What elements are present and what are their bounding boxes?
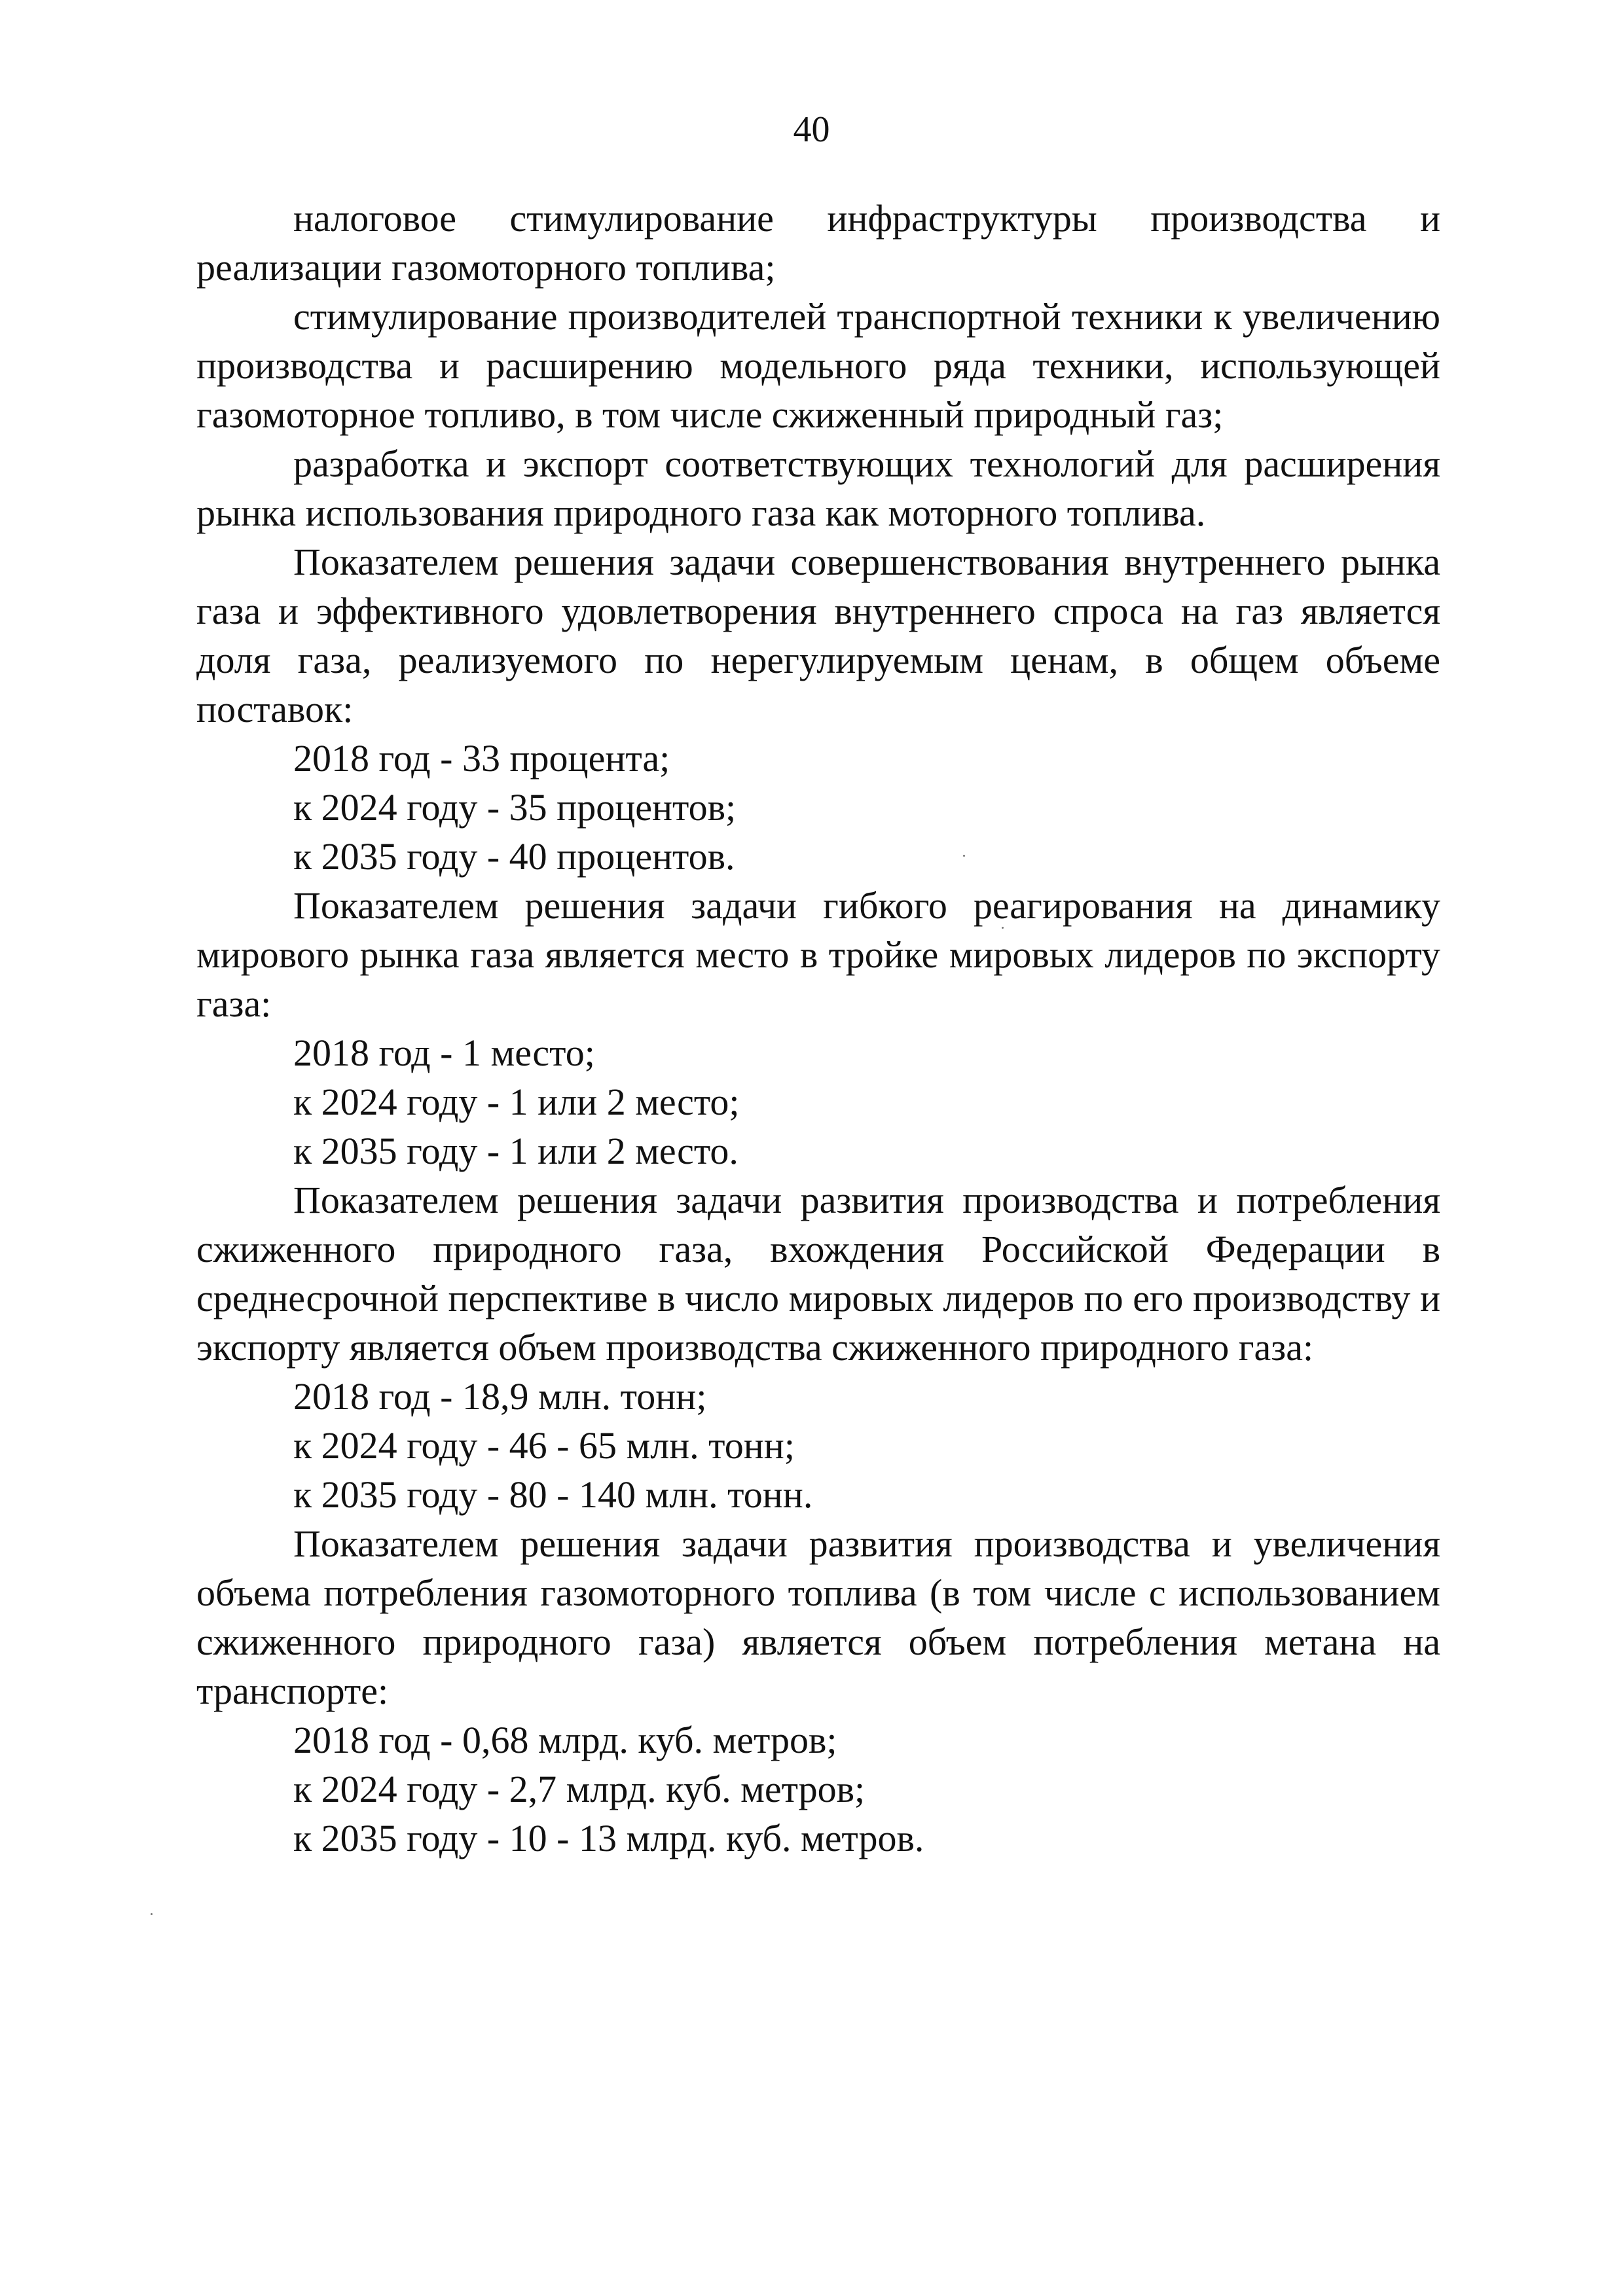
page-number: 40 [793, 109, 830, 150]
list-item: к 2024 году - 46 - 65 млн. тонн; [293, 1424, 795, 1467]
list-item: к 2035 году - 40 процентов. [293, 835, 735, 878]
list-item: 2018 год - 1 место; [293, 1031, 595, 1074]
scan-speck [1002, 927, 1004, 929]
paragraph-manufacturer-incentives: стимулирование производителей транспортной техники к увеличению производства и расширению модельного ряда техники, использующей газомоторное топливо, в том числе сжиженный природный газ; [196, 295, 1440, 436]
scan-speck [151, 1913, 153, 1915]
list-item: 2018 год - 0,68 млрд. куб. метров; [293, 1719, 837, 1761]
paragraph-technology-export: разработка и экспорт соответствующих технологий для расширения рынка использования природного газа как моторного топлива. [196, 442, 1440, 534]
list-item: к 2035 году - 1 или 2 место. [293, 1130, 739, 1172]
list-item: 2018 год - 33 процента; [293, 737, 670, 780]
paragraph-lng-indicator: Показателем решения задачи развития производства и потребления сжиженного природного газа, вхождения Российской Федерации в среднесрочной перспективе в число мировых лидеров по его производству и экспорту является объем производства сжиженного природного газа: [196, 1179, 1440, 1369]
list-item: к 2024 году - 1 или 2 место; [293, 1081, 740, 1123]
list-item: к 2024 году - 2,7 млрд. куб. метров; [293, 1768, 866, 1810]
paragraph-tax-incentives: налоговое стимулирование инфраструктуры производства и реализации газомоторного топлива; [196, 197, 1440, 289]
paragraph-domestic-market-indicator: Показателем решения задачи совершенствования внутреннего рынка газа и эффективного удовлетворения внутреннего спроса на газ является доля газа, реализуемого по нерегулируемым ценам, в общем объеме поставок: [196, 541, 1440, 730]
scan-speck [963, 855, 965, 857]
paragraph-world-market-indicator: Показателем решения задачи гибкого реагирования на динамику мирового рынка газа является место в тройке мировых лидеров по экспорту газа: [196, 884, 1440, 1025]
list-item: к 2024 году - 35 процентов; [293, 786, 737, 829]
list-item: 2018 год - 18,9 млн. тонн; [293, 1375, 707, 1418]
list-item: к 2035 году - 80 - 140 млн. тонн. [293, 1473, 813, 1516]
list-item: к 2035 году - 10 - 13 млрд. куб. метров. [293, 1817, 924, 1859]
document-body [196, 194, 1440, 1863]
paragraph-gas-motor-fuel-indicator: Показателем решения задачи развития производства и увеличения объема потребления газомоторного топлива (в том числе с использованием сжиженного природного газа) является объем потребления метана на транспорте: [196, 1522, 1440, 1712]
